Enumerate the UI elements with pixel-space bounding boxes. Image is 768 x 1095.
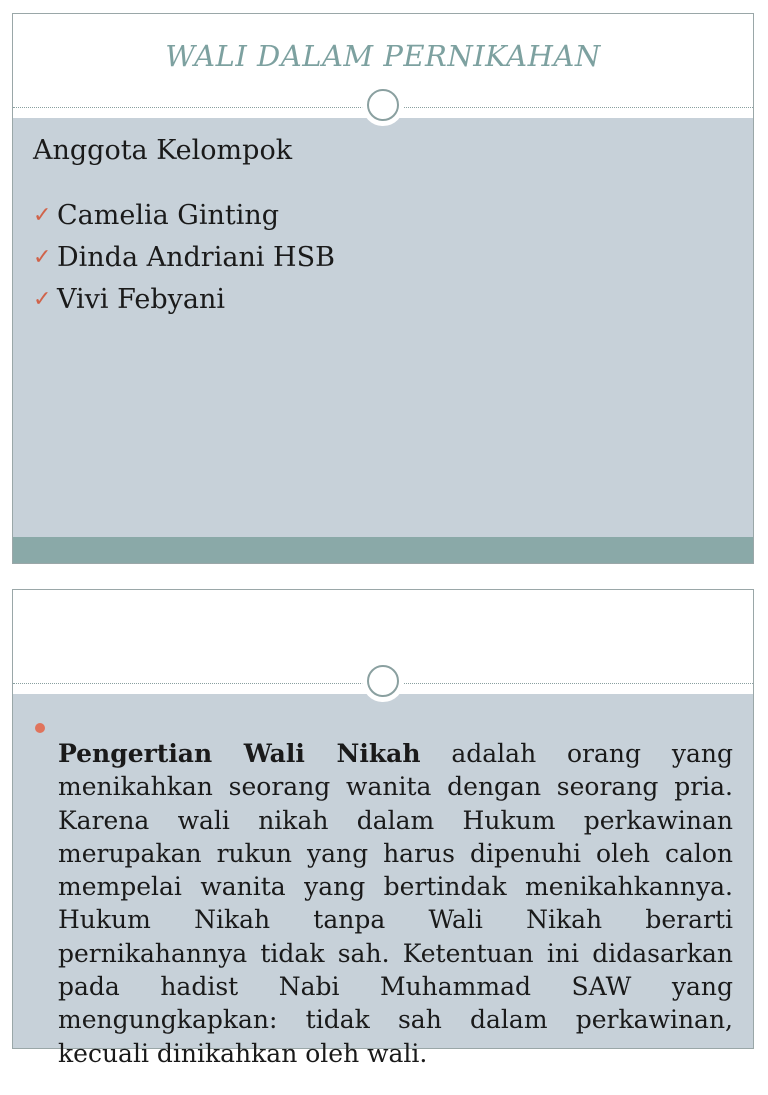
bullet-paragraph <box>35 712 733 1095</box>
checkmark-icon: ✓ <box>33 203 52 228</box>
member-name: Dinda Andriani HSB <box>57 242 335 273</box>
slide-1 <box>12 13 754 564</box>
list-item <box>33 279 335 321</box>
list-item <box>33 237 335 279</box>
slide-title: WALI DALAM PERNIKAHAN <box>165 39 601 73</box>
checkmark-icon: ✓ <box>33 245 52 270</box>
definition-paragraph <box>58 737 733 1070</box>
circle-ornament-icon <box>362 660 404 702</box>
definition-text: adalah orang yang menikahkan seorang wanita dengan seorang pria. Karena wali nikah dalam Hukum perkawinan merupakan rukun yang harus dipenuhi oleh calon mempelai wanita yang bertindak menikahkannya. Hukum Nikah tanpa Wali Nikah berarti pernikahannya tidak sah. Ketentuan ini didasarkan pada hadist Nabi Muhammad SAW yang mengungkapkan: tidak sah dalam perkawinan, kecuali dinikahkan oleh wali. <box>58 739 733 1068</box>
member-name: Vivi Febyani <box>57 284 226 315</box>
checkmark-icon: ✓ <box>33 287 52 312</box>
list-item <box>33 195 335 237</box>
member-name: Camelia Ginting <box>57 200 280 231</box>
bullet-dot-icon <box>35 723 45 733</box>
footer-bar <box>13 537 753 563</box>
bold-term: Pengertian Wali Nikah <box>58 739 421 768</box>
group-heading: Anggota Kelompok <box>33 135 293 166</box>
slide-2 <box>12 589 754 1068</box>
circle-ornament-icon <box>362 84 404 126</box>
member-list <box>33 195 335 321</box>
slide-1-body <box>13 118 753 537</box>
